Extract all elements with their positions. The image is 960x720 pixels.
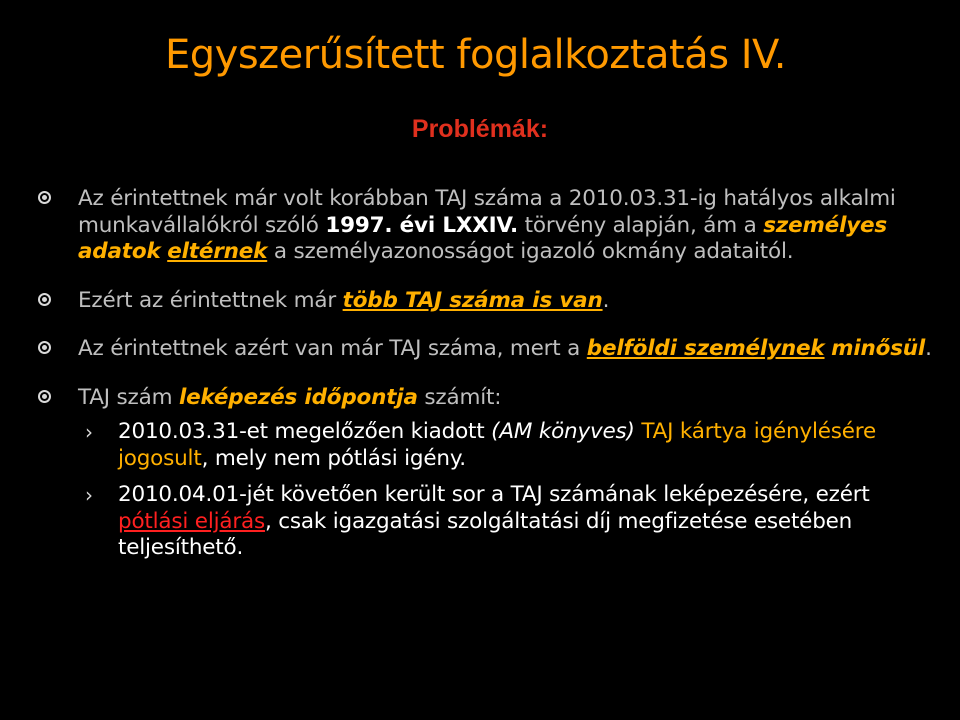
emphasis-qualifies: minősül <box>831 336 926 361</box>
bullet-item <box>38 288 938 315</box>
text-run: Ezért az érintettnek már <box>78 287 343 313</box>
emphasis-differ: eltérnek <box>167 239 268 264</box>
chevron-right-icon: › <box>85 483 93 507</box>
text-run: 2010.03.31-et megelőzően kiadott <box>118 419 492 444</box>
sub-item <box>38 419 938 472</box>
chevron-right-icon: › <box>85 420 93 444</box>
bullet-item <box>38 186 938 266</box>
emphasis-domestic-person: belföldi személynek <box>586 336 825 361</box>
bullet-item <box>38 336 938 363</box>
sub-item <box>38 482 938 562</box>
text-run: . <box>925 336 932 361</box>
emphasis-mapping-date: leképezés időpontja <box>179 384 418 410</box>
emphasis-personal-data: személyes adatok <box>78 212 888 264</box>
bullet-marker-icon <box>38 191 51 204</box>
bullet-marker-icon <box>38 390 51 403</box>
text-run: , mely nem pótlási igény. <box>201 445 466 471</box>
text-run: Az érintettnek már volt korábban TAJ száma a 2010.03.31-ig hatályos alkalmi munkavállalókról szóló <box>78 186 896 238</box>
text-run: (AM könyves) <box>491 419 635 444</box>
bullet-text <box>78 288 609 313</box>
text-run-highlight: TAJ kártya igénylésére jogosult <box>118 419 876 471</box>
slide-title: Egyszerűsített foglalkoztatás IV. <box>165 32 786 78</box>
text-run: a személyazonosságot igazoló okmány adataitól. <box>267 239 794 264</box>
law-reference: 1997. évi LXXIV. <box>325 212 519 238</box>
sub-item-text <box>118 419 876 471</box>
emphasis-multiple-taj: több TAJ száma is van <box>342 287 603 313</box>
emphasis-replacement-procedure: pótlási eljárás <box>118 508 265 534</box>
text-run: 2010.04.01-jét követően került sor a TAJ számának leképezésére, ezért <box>118 482 870 507</box>
text-run: Az érintettnek azért van már TAJ száma, mert a <box>78 336 587 361</box>
sub-item-text <box>118 482 870 560</box>
bullet-marker-icon <box>38 341 51 354</box>
bullet-marker-icon <box>38 293 51 306</box>
text-run: , csak igazgatási szolgáltatási díj megfizetése esetében teljesíthető. <box>118 508 853 560</box>
text-run: számít: <box>417 384 502 410</box>
bullet-text <box>78 385 501 410</box>
bullet-text <box>78 336 932 361</box>
slide-body <box>38 186 938 572</box>
text-run: TAJ szám <box>78 384 179 410</box>
text-run: . <box>602 287 610 313</box>
bullet-text <box>78 186 896 264</box>
slide-subtitle: Problémák: <box>411 115 549 143</box>
text-run: törvény alapján, ám a <box>518 212 764 238</box>
bullet-item <box>38 385 938 412</box>
